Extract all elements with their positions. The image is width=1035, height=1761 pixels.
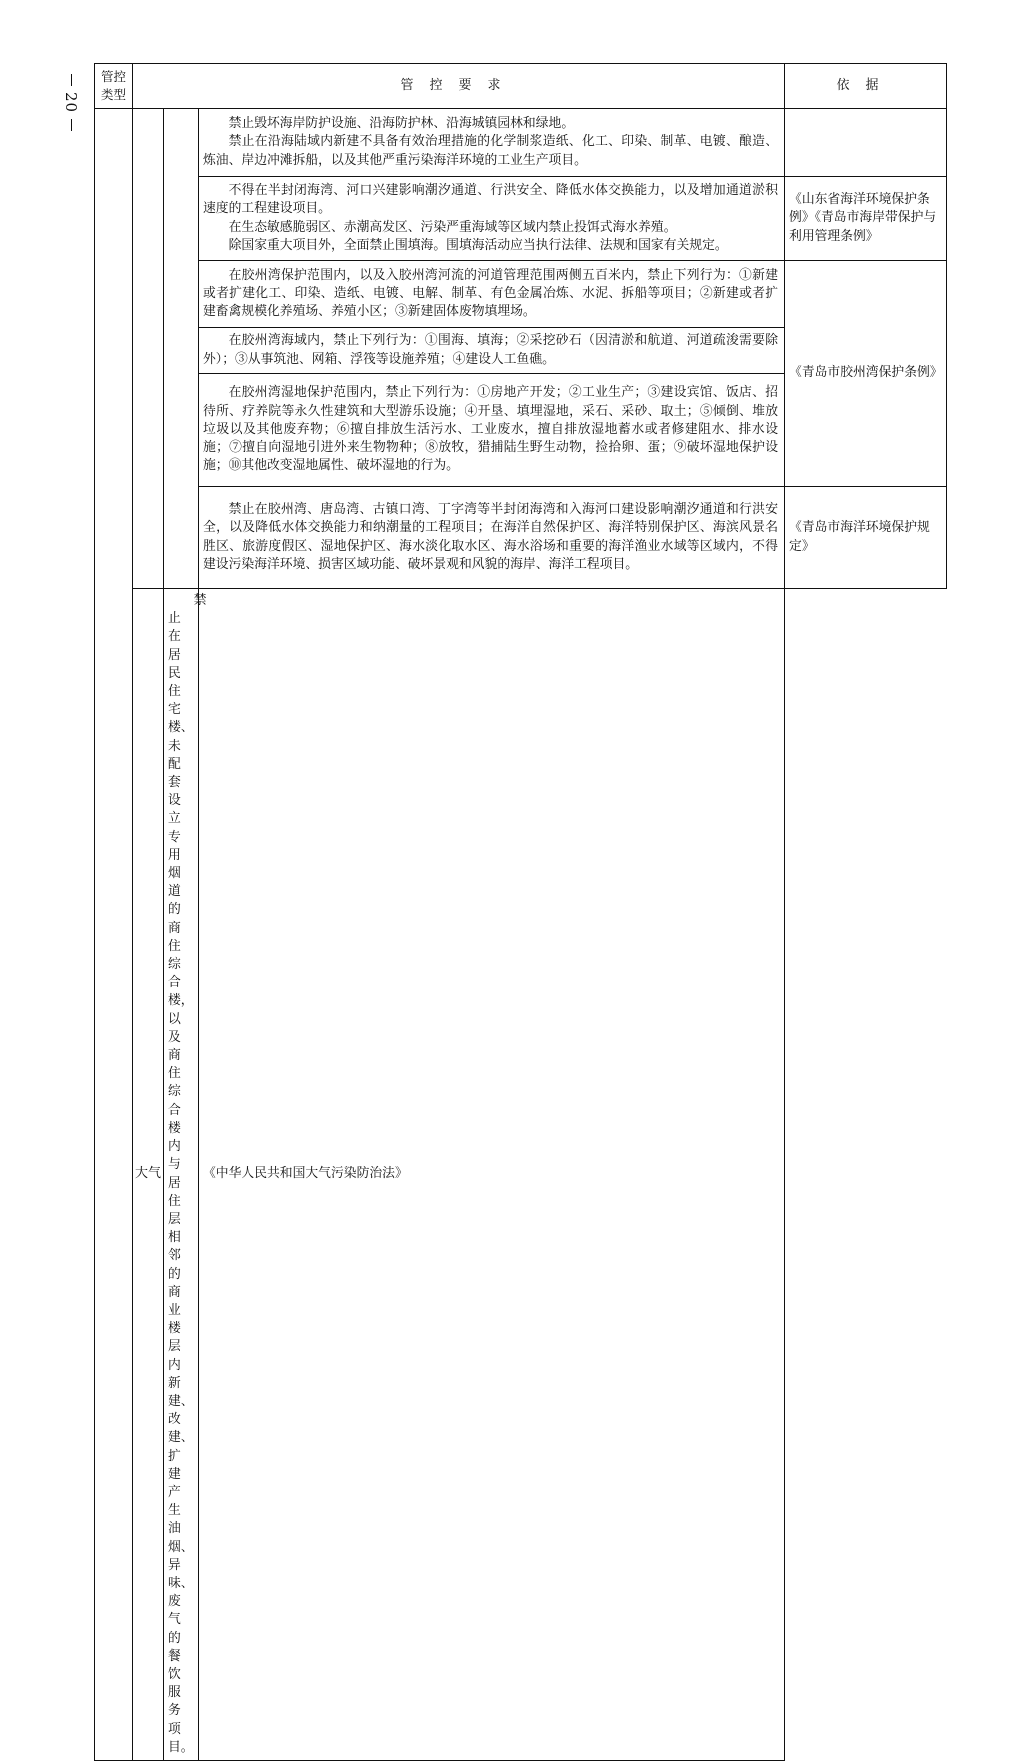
control-type-cell [95, 109, 133, 1761]
subcategory-cell-inner [164, 109, 199, 589]
basis-cell: 《中华人民共和国大气污染防治法》 [199, 589, 785, 1761]
requirement-text: 在胶州湾湿地保护范围内，禁止下列行为：①房地产开发；②工业生产；③建设宾馆、饭店、招待所、疗养院等永久性建筑和大型游乐设施；④开垦、填埋湿地，采石、采砂、取土；⑤倾倒、堆放垃圾以及其他废弃物；⑥擅自排放生活污水、工业废水，擅自排放湿地蓄水或者修建阻水、排水设施；⑦擅自向湿地引进外来生物物种；⑧放牧，猎捕陆生野生动物，捡拾卵、蛋；⑨破坏湿地保护设施；⑩其他改变湿地属性、破坏湿地的行为。 [203, 385, 779, 474]
table-row [95, 109, 947, 177]
subcategory-cell [133, 109, 164, 589]
requirement-text: 在胶州湾保护范围内，以及入胶州湾河流的河道管理范围两侧五百米内，禁止下列行为：①新建或者扩建化工、印染、造纸、电镀、电解、制革、有色金属冶炼、水泥、拆船等项目；②新建或者扩建畜禽规模化养殖场、养殖小区；③新建固体废物填埋场。 [203, 267, 779, 320]
table-row [95, 487, 947, 589]
header-basis: 依据 [785, 64, 947, 109]
page-number [58, 74, 84, 164]
requirement-cell [199, 261, 785, 328]
header-control-type-line2: 类型 [100, 87, 126, 102]
table-row [95, 177, 947, 261]
category-air: 大气 [133, 589, 164, 1761]
page-number-dash-top [71, 74, 72, 86]
requirement-cell [199, 374, 785, 487]
header-control-type-line1: 管控 [100, 69, 126, 84]
requirement-text: 不得在半封闭海湾、河口兴建影响潮汐通道、行洪安全、降低水体交换能力，以及增加通道淤积速度的工程建设项目。 [203, 183, 779, 217]
requirement-text: 禁止在沿海陆域内新建不具备有效治理措施的化学制浆造纸、化工、印染、制革、电镀、酿造、炼油、岸边冲滩拆船，以及其他严重污染海洋环境的工业生产项目。 [203, 134, 779, 168]
requirement-text: 禁止毁坏海岸防护设施、沿海防护林、沿海城镇园林和绿地。 [228, 116, 575, 132]
requirement-cell [199, 328, 785, 374]
basis-cell: 《山东省海洋环境保护条例》《青岛市海岸带保护与利用管理条例》 [785, 177, 947, 261]
header-row [95, 64, 947, 109]
requirement-cell [199, 109, 785, 177]
requirement-cell [199, 487, 785, 589]
table-row [95, 589, 947, 1761]
page-number-dash-bottom [71, 119, 72, 131]
requirement-cell [199, 177, 785, 261]
header-requirements: 管控要求 [133, 64, 785, 109]
table-row [95, 261, 947, 328]
basis-cell: 《青岛市海洋环境保护规定》 [785, 487, 947, 589]
control-requirements-table [94, 63, 947, 1761]
basis-cell: 《青岛市胶州湾保护条例》 [785, 261, 947, 487]
header-control-type [95, 64, 133, 109]
requirement-text: 禁止在胶州湾、唐岛湾、古镇口湾、丁字湾等半封闭海湾和入海河口建设影响潮汐通道和行洪安全，以及降低水体交换能力和纳潮量的工程项目；在海洋自然保护区、海洋特别保护区、海滨风景名胜区、旅游度假区、湿地保护区、海水淡化取水区、海水浴场和重要的海洋渔业水域等区域内，不得建设污染海洋环境、损害区域功能、破坏景观和风貌的海岸、海洋工程项目。 [203, 502, 779, 572]
basis-cell-empty [785, 109, 947, 177]
page-number-value: 20 [62, 92, 80, 114]
requirement-text: 在生态敏感脆弱区、赤潮高发区、污染严重海域等区域内禁止投饵式海水养殖。 [228, 219, 677, 235]
requirement-cell [164, 589, 207, 1761]
requirement-text: 禁止在居民住宅楼、未配套设立专用烟道的商住综合楼，以及商住综合楼内与居住层相邻的商业楼层内新建、改建、扩建产生油烟、异味、废气的餐饮服务项目。 [168, 593, 207, 1755]
requirement-text: 在胶州湾海域内，禁止下列行为：①围海、填海；②采挖砂石（因清淤和航道、河道疏浚需要除外）；③从事筑池、网箱、浮筏等设施养殖；④建设人工鱼礁。 [203, 333, 779, 367]
requirement-text: 除国家重大项目外，全面禁止围填海。围填海活动应当执行法律、法规和国家有关规定。 [228, 237, 728, 253]
